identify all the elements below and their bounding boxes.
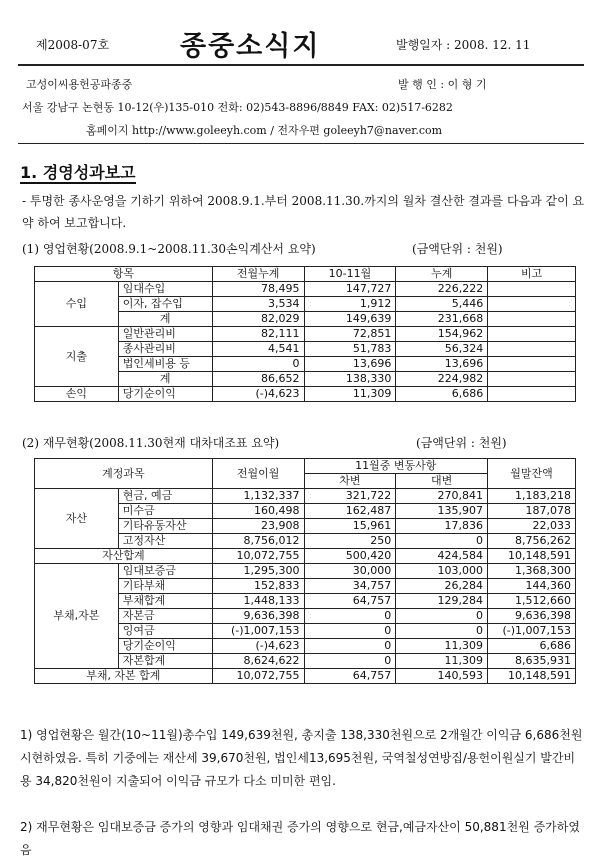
income-header-cell: 비고	[488, 267, 576, 282]
income-caption: (1) 영업현황(2008.9.1~2008.11.30손익계산서 요약)	[22, 242, 316, 256]
income-value-cell: 226,222	[396, 282, 488, 297]
income-value-cell: 13,696	[304, 357, 396, 372]
balance-row	[35, 564, 576, 579]
header-end-balance: 월말잔액	[488, 459, 576, 489]
issuer: 발 행 인 : 이 형 기	[398, 78, 487, 91]
balance-value-cell: 10,072,755	[212, 669, 304, 684]
balance-caption: (2) 재무현황(2008.11.30현재 대차대조표 요약)	[22, 436, 280, 450]
balance-value-cell: 23,908	[212, 519, 304, 534]
income-item-label: 계	[118, 372, 212, 387]
balance-value-cell: 1,183,218	[488, 489, 576, 504]
balance-value-cell: 64,757	[304, 669, 396, 684]
balance-value-cell: 160,498	[212, 504, 304, 519]
balance-value-cell: 0	[304, 609, 396, 624]
balance-value-cell: 6,686	[488, 639, 576, 654]
income-value-cell: 51,783	[304, 342, 396, 357]
balance-value-cell: 0	[304, 624, 396, 639]
balance-value-cell: 321,722	[304, 489, 396, 504]
income-value-cell: 154,962	[396, 327, 488, 342]
income-value-cell: 138,330	[304, 372, 396, 387]
balance-value-cell: 250	[304, 534, 396, 549]
income-unit: (금액단위 : 천원)	[412, 242, 503, 256]
balance-value-cell: 1,448,133	[212, 594, 304, 609]
newsletter-title: 종중소식지	[180, 31, 321, 62]
income-row	[35, 327, 576, 342]
balance-value-cell: 152,833	[212, 579, 304, 594]
balance-item-label: 미수금	[118, 504, 212, 519]
income-item-label: 일반관리비	[118, 327, 212, 342]
income-value-cell	[488, 387, 576, 402]
balance-value-cell: 9,636,398	[212, 609, 304, 624]
balance-item-label: 고정자산	[118, 534, 212, 549]
income-value-cell: 82,111	[212, 327, 304, 342]
balance-value-cell: 30,000	[304, 564, 396, 579]
section-intro: - 투명한 종사운영을 기하기 위하여 2008.9.1.부터 2008.11.30.까지의 월차 결산한 결과를 다음과 같이 요약 하여 보고합니다.	[22, 194, 585, 230]
income-item-label: 종사관리비	[118, 342, 212, 357]
income-header-cell: 전월누계	[212, 267, 304, 282]
balance-value-cell: 17,836	[396, 519, 488, 534]
header-account: 계정과목	[35, 459, 213, 489]
balance-row	[35, 549, 576, 564]
income-group-label: 손익	[35, 387, 119, 402]
note-operations: 1) 영업현황은 월간(10~11월)총수입 149,639천원, 총지출 138,330천원으로 2개월간 이익금 6,686천원 시현하였음. 특히 기중에는 재산세 39,670천원, 법인세13,695천원, 국역철성연방집/용헌이원실기 발간비용 34,820천원이 지출되어 이익금 규모가 다소 미미한 편임.	[20, 728, 583, 788]
balance-value-cell: 103,000	[396, 564, 488, 579]
balance-value-cell: (-)1,007,153	[488, 624, 576, 639]
balance-value-cell: 144,360	[488, 579, 576, 594]
balance-value-cell: 270,841	[396, 489, 488, 504]
balance-row	[35, 489, 576, 504]
balance-unit: (금액단위 : 천원)	[416, 436, 507, 450]
balance-item-label: 기타유동자산	[118, 519, 212, 534]
address-line: 서울 강남구 논현동 10-12(우)135-010 전화: 02)543-8896/8849 FAX: 02)517-6282	[22, 101, 453, 114]
income-header-cell: 항목	[35, 267, 213, 282]
balance-value-cell: 0	[396, 609, 488, 624]
issue-number: 제2008-07호	[36, 38, 110, 52]
balance-value-cell: 11,309	[396, 639, 488, 654]
income-row	[35, 282, 576, 297]
income-value-cell: 3,534	[212, 297, 304, 312]
balance-value-cell: 64,757	[304, 594, 396, 609]
balance-row	[35, 669, 576, 684]
balance-value-cell: 26,284	[396, 579, 488, 594]
income-value-cell: 78,495	[212, 282, 304, 297]
balance-value-cell: 10,072,755	[212, 549, 304, 564]
contact-divider	[18, 143, 584, 144]
balance-value-cell: 15,961	[304, 519, 396, 534]
balance-group-label: 자산	[35, 489, 119, 549]
balance-value-cell: 135,907	[396, 504, 488, 519]
balance-value-cell: 9,636,398	[488, 609, 576, 624]
balance-total-label: 자산합계	[35, 549, 213, 564]
web-contact-line: 홈페이지 http://www.goleeyh.com / 전자우편 goleeyh7@naver.com	[86, 124, 443, 137]
balance-item-label: 현금, 예금	[118, 489, 212, 504]
balance-value-cell: 8,756,012	[212, 534, 304, 549]
income-value-cell: 224,982	[396, 372, 488, 387]
balance-value-cell: 34,757	[304, 579, 396, 594]
balance-total-label: 부채, 자본 합계	[35, 669, 213, 684]
balance-value-cell: 0	[396, 534, 488, 549]
balance-value-cell: 424,584	[396, 549, 488, 564]
header-divider	[18, 64, 584, 66]
balance-value-cell: 22,033	[488, 519, 576, 534]
balance-sheet-table	[34, 458, 576, 684]
balance-value-cell: 8,635,931	[488, 654, 576, 669]
balance-item-label: 당기순이익	[118, 639, 212, 654]
income-value-cell: 0	[212, 357, 304, 372]
income-value-cell	[488, 327, 576, 342]
balance-item-label: 부채합계	[118, 594, 212, 609]
header-change: 11월중 변동사항	[304, 459, 488, 474]
income-value-cell	[488, 297, 576, 312]
balance-item-label: 자본합계	[118, 654, 212, 669]
income-item-label: 임대수입	[118, 282, 212, 297]
income-value-cell: 147,727	[304, 282, 396, 297]
income-value-cell: 86,652	[212, 372, 304, 387]
income-value-cell: 6,686	[396, 387, 488, 402]
income-value-cell	[488, 312, 576, 327]
balance-value-cell: 10,148,591	[488, 549, 576, 564]
balance-value-cell: 10,148,591	[488, 669, 576, 684]
balance-value-cell: 187,078	[488, 504, 576, 519]
balance-item-label: 자본금	[118, 609, 212, 624]
balance-value-cell: (-)1,007,153	[212, 624, 304, 639]
income-item-label: 당기순이익	[118, 387, 212, 402]
income-value-cell: 11,309	[304, 387, 396, 402]
income-value-cell: 4,541	[212, 342, 304, 357]
balance-group-label: 부채,자본	[35, 564, 119, 669]
balance-value-cell: 1,512,660	[488, 594, 576, 609]
balance-value-cell: 162,487	[304, 504, 396, 519]
income-item-label: 계	[118, 312, 212, 327]
balance-value-cell: 11,309	[396, 654, 488, 669]
income-statement-table	[34, 266, 576, 402]
note-financial: 2) 재무현황은 임대보증금 증가의 영향과 임대채권 증가의 영향으로 현금,예금자산이 50,881천원 증가하였음	[20, 820, 580, 857]
header-debit: 차변	[304, 474, 396, 489]
income-value-cell: 1,912	[304, 297, 396, 312]
income-item-label: 이자, 잡수입	[118, 297, 212, 312]
issue-date: 발행일자 : 2008. 12. 11	[396, 38, 531, 52]
income-value-cell	[488, 357, 576, 372]
balance-value-cell: 8,624,622	[212, 654, 304, 669]
income-value-cell: 82,029	[212, 312, 304, 327]
income-value-cell	[488, 282, 576, 297]
balance-value-cell: 1,368,300	[488, 564, 576, 579]
balance-item-label: 잉여금	[118, 624, 212, 639]
income-value-cell: 56,324	[396, 342, 488, 357]
balance-value-cell: 140,593	[396, 669, 488, 684]
balance-value-cell: 8,756,262	[488, 534, 576, 549]
income-group-label: 지출	[35, 327, 119, 387]
balance-value-cell: 0	[396, 624, 488, 639]
header-credit: 대변	[396, 474, 488, 489]
income-item-label: 법인세비용 등	[118, 357, 212, 372]
income-header-cell: 10-11월	[304, 267, 396, 282]
income-value-cell: 13,696	[396, 357, 488, 372]
section-title: 1. 경영성과보고	[20, 163, 136, 182]
income-row	[35, 387, 576, 402]
balance-item-label: 임대보증금	[118, 564, 212, 579]
income-value-cell: 149,639	[304, 312, 396, 327]
income-header-cell: 누계	[396, 267, 488, 282]
income-value-cell	[488, 342, 576, 357]
balance-value-cell: 0	[304, 639, 396, 654]
organization-name: 고성이씨용헌공파종중	[26, 78, 133, 91]
balance-value-cell: 500,420	[304, 549, 396, 564]
income-group-label: 수입	[35, 282, 119, 327]
balance-value-cell: 1,132,337	[212, 489, 304, 504]
balance-value-cell: (-)4,623	[212, 639, 304, 654]
income-value-cell	[488, 372, 576, 387]
income-value-cell: 231,668	[396, 312, 488, 327]
income-value-cell: 72,851	[304, 327, 396, 342]
income-value-cell: 5,446	[396, 297, 488, 312]
balance-value-cell: 129,284	[396, 594, 488, 609]
header-prev-balance: 전월이월	[212, 459, 304, 489]
balance-item-label: 기타부채	[118, 579, 212, 594]
income-value-cell: (-)4,623	[212, 387, 304, 402]
balance-value-cell: 0	[304, 654, 396, 669]
balance-value-cell: 1,295,300	[212, 564, 304, 579]
